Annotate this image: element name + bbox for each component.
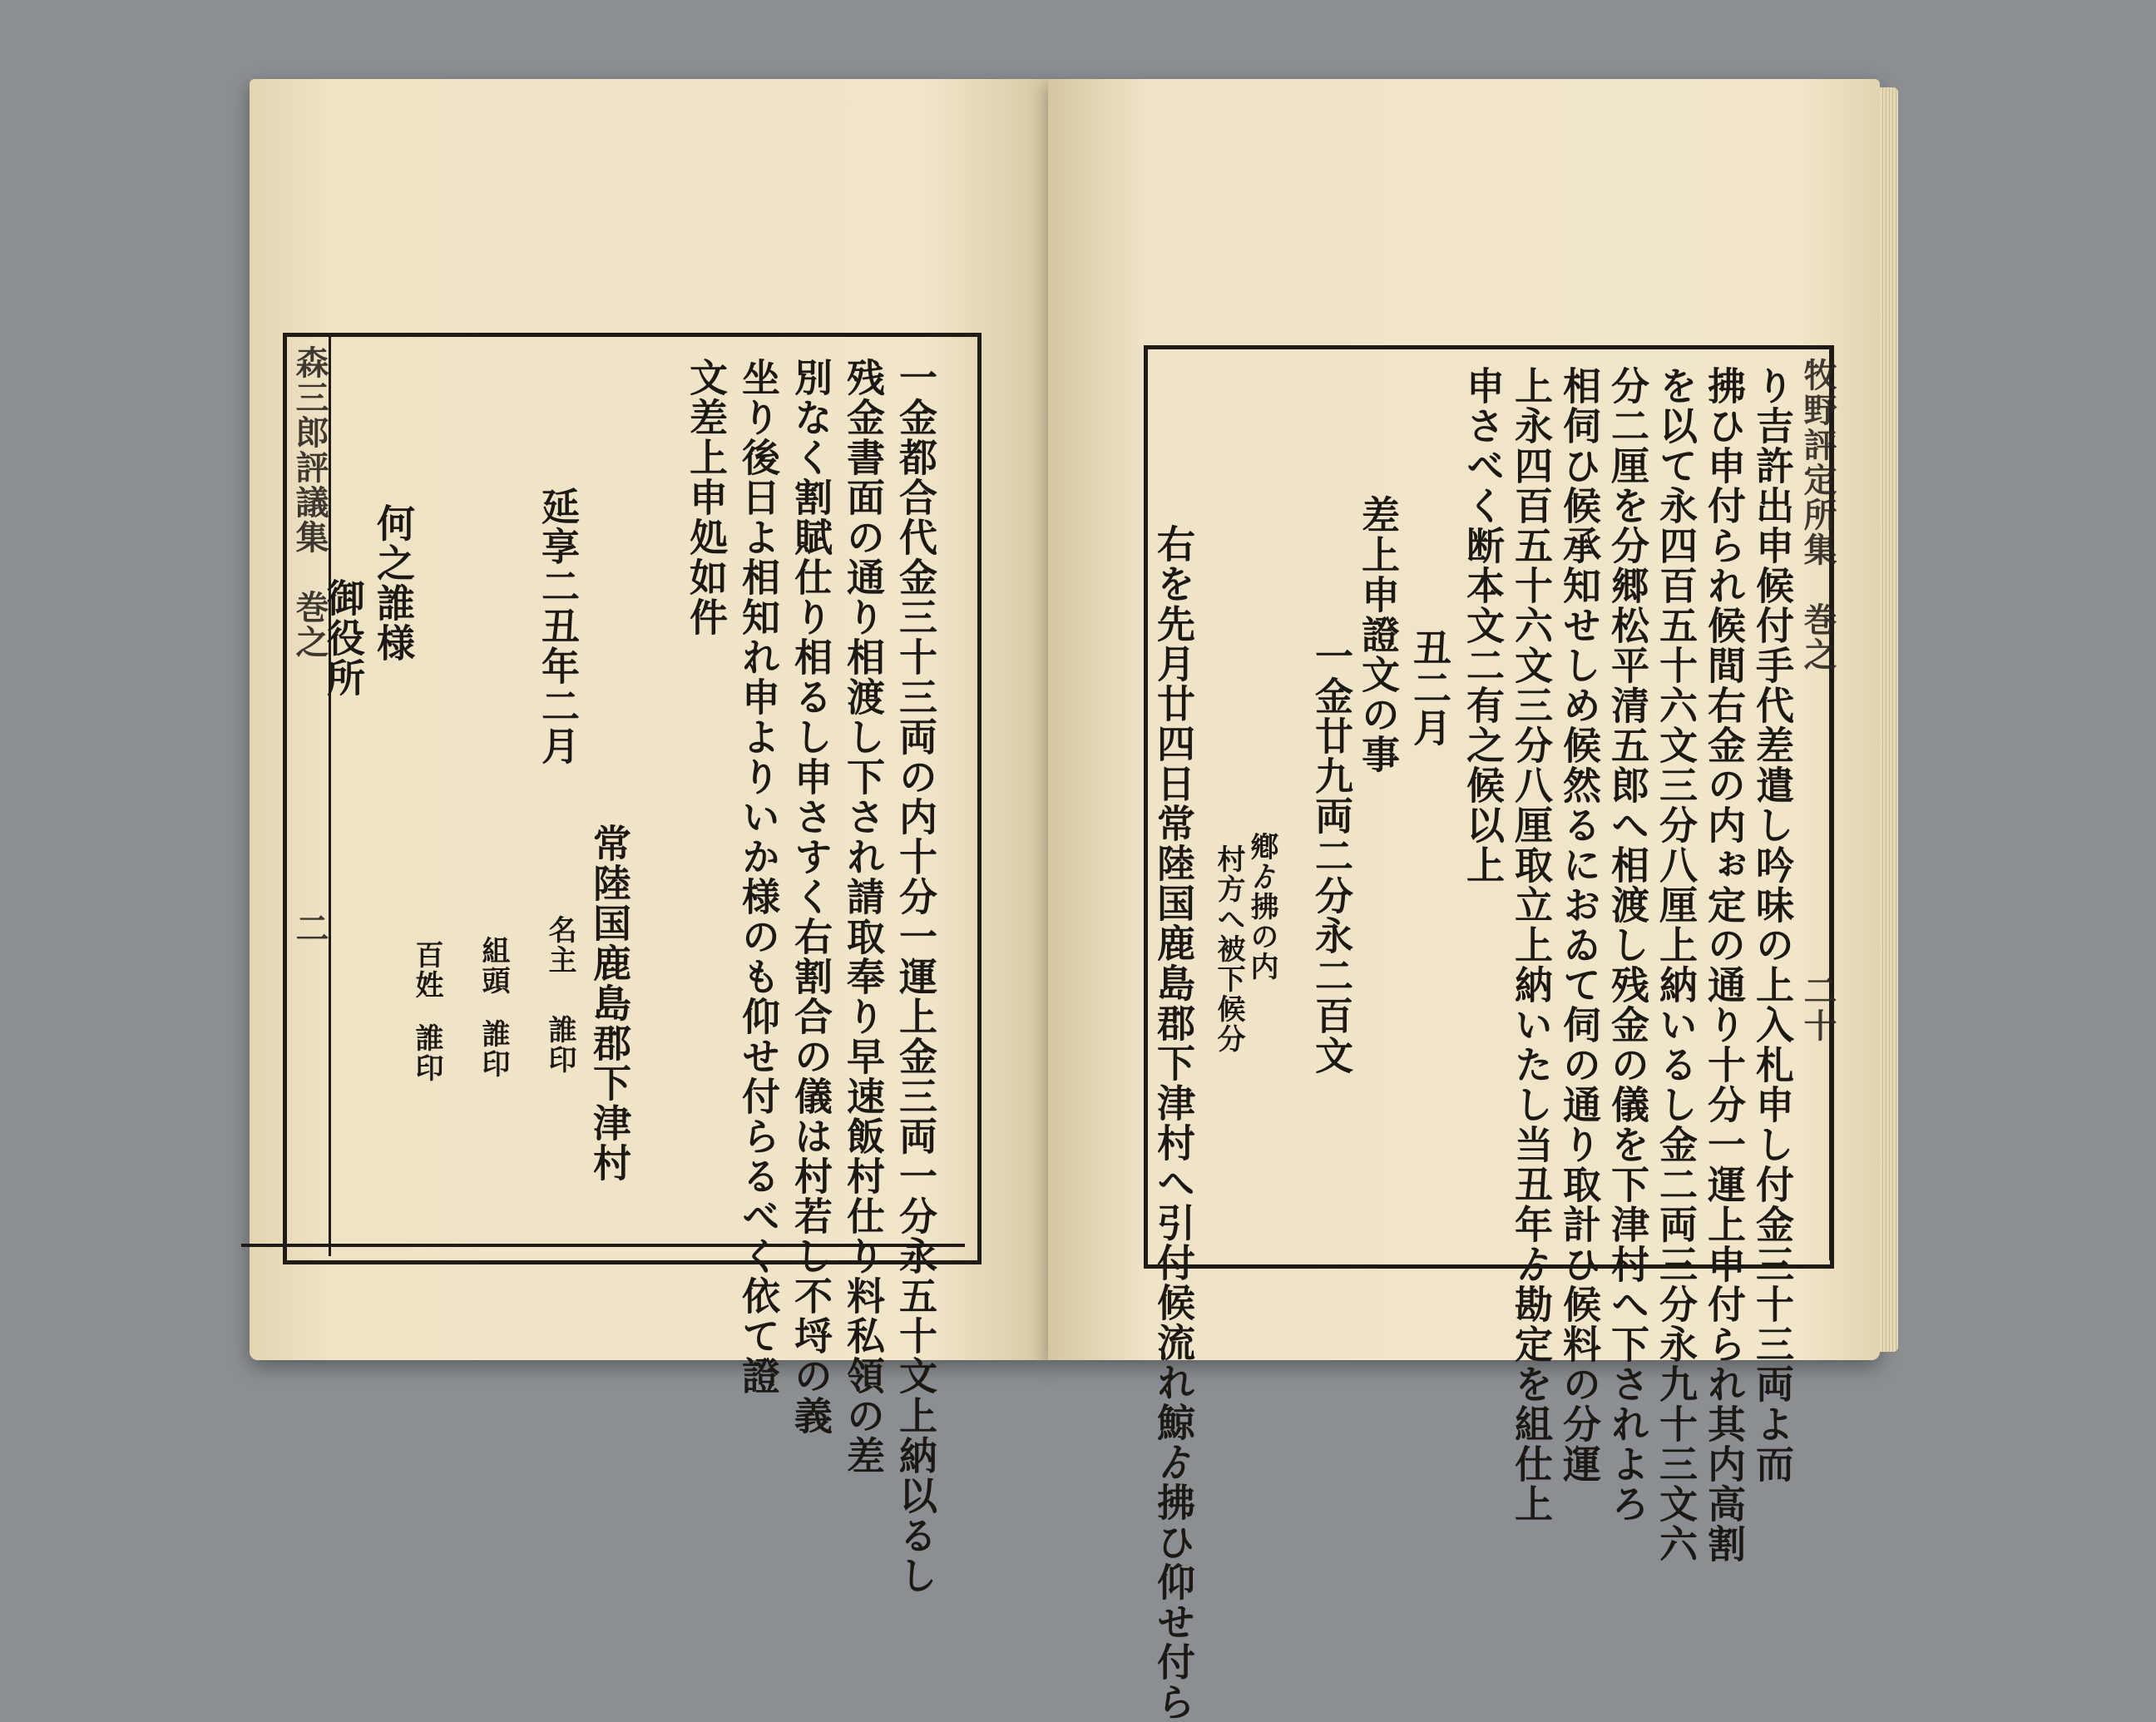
right-col-5: 相伺ひ候承知せしめ候然るにおゐて伺の通り取計ひ候料の分運 <box>1557 366 1602 1484</box>
payment-note-2: 村方へ被下候分 <box>1212 844 1245 1054</box>
right-col-6: 上永四百五十六文三分八厘取立上納いたし当丑年ゟ勘定を組仕上 <box>1509 366 1554 1524</box>
document-title: 差上申證文の事 <box>1356 495 1401 774</box>
right-page <box>1048 79 1880 1722</box>
payment-note-1: 鄕ゟ拂の内 <box>1245 832 1278 982</box>
payment-item: 一金廿九両二分永二百文 <box>1309 636 1354 1076</box>
village-name: 常陸国鹿島郡下津村 <box>587 824 632 1183</box>
left-page-header: 森三郎評議集 巻之 <box>290 345 329 660</box>
left-col-1: 一金都合代金三十三両の内十分一運上金三両一分永五十文上納以るし <box>893 358 938 1596</box>
open-book <box>250 79 1880 1722</box>
right-col-7: 申さべく断本文二有之候以上 <box>1461 366 1506 885</box>
addressee-office: 御役所 <box>321 578 366 698</box>
left-page <box>250 79 1048 1596</box>
signatory-2-seal: 誰印 <box>477 1019 510 1079</box>
left-col-5: 文差上申処如件 <box>684 358 729 637</box>
left-page-folio: 二 <box>290 911 329 946</box>
left-col-4: 坐り後日よ相知れ申よりいか様のも仰せ付らるべく依て證 <box>736 358 781 1396</box>
right-month: 丑二月 <box>1407 628 1452 748</box>
book-page-edges <box>1880 87 1898 1352</box>
document-date: 延享二丑年二月 <box>536 487 581 766</box>
signatory-1-seal: 誰印 <box>543 1015 576 1075</box>
signatory-1-title: 名主 <box>543 915 576 975</box>
right-col-4: 分二厘を分郷松平清五郎へ相渡し残金の儀を下津村へ下されよろ <box>1605 366 1650 1524</box>
right-col-3: を以て永四百五十六文三分八厘上納いるし金二両三分永九十三文六 <box>1654 366 1699 1564</box>
signatory-3-title: 百姓 <box>410 940 443 1000</box>
right-col-1: り吉許出申候付手代差遣し吟味の上入札申し付金三十三両よ而 <box>1750 366 1795 1484</box>
left-col-2: 残金書面の通り相渡し下され請取奉り早速飯村仕り料私領の差 <box>841 358 886 1476</box>
signatory-2-title: 組頭 <box>477 936 510 996</box>
signatory-3-seal: 誰印 <box>410 1023 443 1083</box>
right-page-folio: 二十 <box>1798 973 1837 1043</box>
right-last-column: 右を先月廿四日常陸国鹿島郡下津村へ引付候流れ鯨ゟ拂ひ仰せ付ら <box>1151 524 1196 1722</box>
right-col-2: 拂ひ申付られ候間右金の内ぉ定の通り十分一運上申付られ其内高割 <box>1702 366 1747 1564</box>
left-col-3: 別なく割賦仕り相るし申さすく右割合の儀は村若し不埒の義 <box>789 358 833 1436</box>
addressee: 何之誰様 <box>371 503 416 663</box>
right-page-header: 牧野評定所集 巻之 <box>1798 358 1837 672</box>
